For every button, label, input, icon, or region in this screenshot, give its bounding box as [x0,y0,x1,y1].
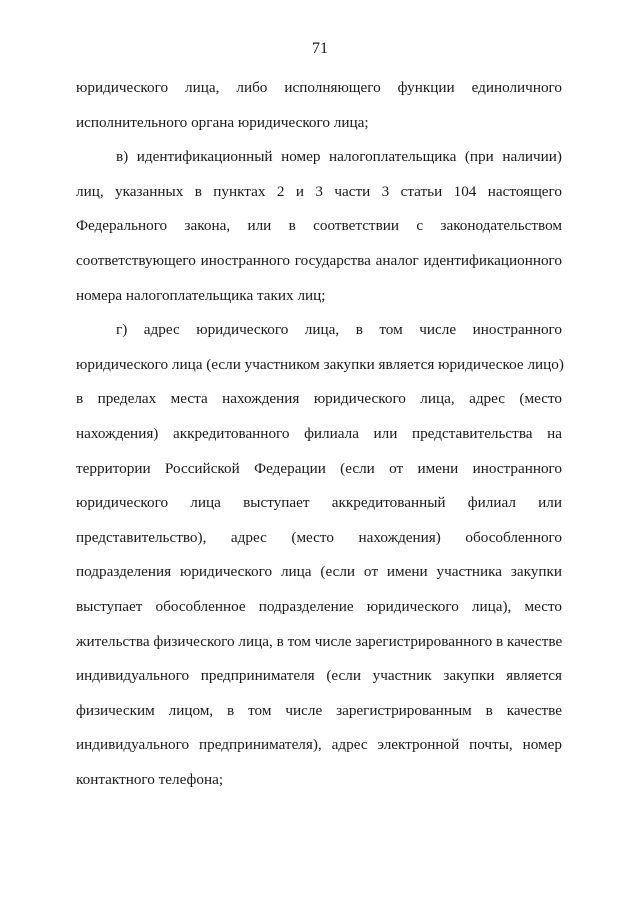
text-line: исполнительного органа юридического лица; [76,113,369,131]
text-line: соответствующего иностранного государства аналог идентификационного [76,251,562,269]
text-line: г) адрес юридического лица, в том числе иностранного [116,321,562,339]
text-line: территории Российской Федерации (если от имени иностранного [76,459,562,477]
text-line: лиц, указанных в пунктах 2 и 3 части 3 статьи 104 настоящего [76,182,562,200]
text-line: юридического лица (если участником закупки является юридическое лицо) [76,355,564,373]
text-line: индивидуального предпринимателя), адрес электронной почты, номер [76,736,562,754]
text-line: физическим лицом, в том числе зарегистрированным в качестве [76,701,562,719]
text-line: юридического лица, либо исполняющего функции единоличного [76,79,562,96]
text-line: в пределах места нахождения юридического лица, адрес (место [76,390,562,408]
text-line: юридического лица выступает аккредитованный филиал или [76,494,562,512]
text-line: в) идентификационный номер налогоплательщика (при наличии) [116,148,562,166]
text-line: жительства физического лица, в том числе зарегистрированного в качестве [76,632,563,650]
text-line: выступает обособленное подразделение юридического лица), место [76,597,562,615]
text-line: нахождения) аккредитованного филиала или представительства на [76,424,562,442]
body-text [76,77,562,803]
text-line: подразделения юридического лица (если от имени участника закупки [76,563,562,581]
page-number: 71 [312,40,328,57]
text-line: контактного телефона; [76,770,224,788]
text-line: представительство), адрес (место нахождения) обособленного [76,528,562,546]
text-line: номера налогоплательщика таких лиц; [76,286,326,304]
text-line: Федерального закона, или в соответствии с законодательством [76,217,562,235]
text-line: индивидуального предпринимателя (если участник закупки является [76,667,562,685]
